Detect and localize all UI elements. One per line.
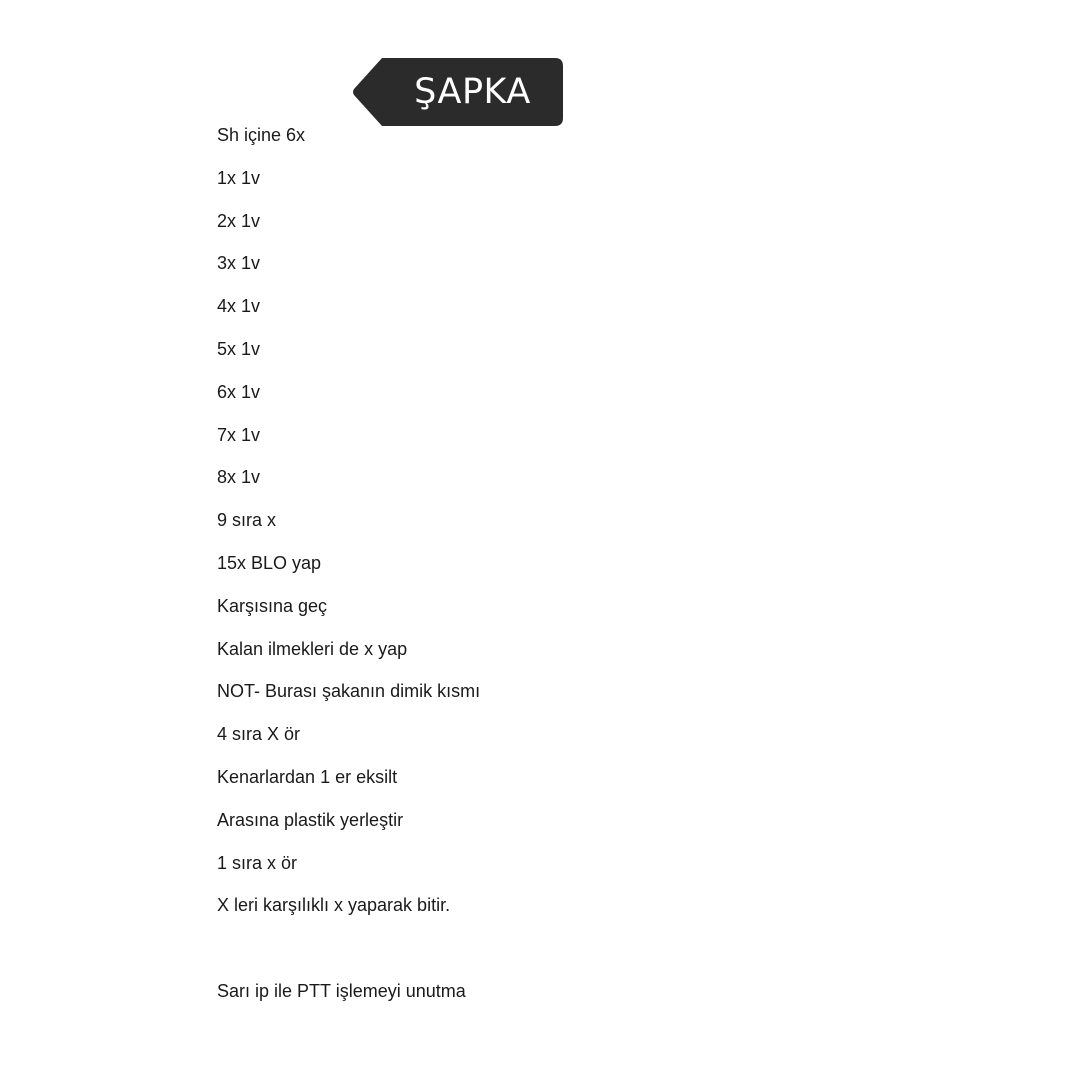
instruction-line: 3x 1v [217,253,261,274]
instruction-line: X leri karşılıklı x yaparak bitir. [217,895,451,916]
instruction-line: 4x 1v [217,296,261,317]
instruction-line: 2x 1v [217,210,261,231]
instruction-line: Kalan ilmekleri de x yap [217,638,408,659]
instruction-line: 7x 1v [217,424,261,445]
instruction-line: 4 sıra X ör [217,724,301,745]
instruction-line: 6x 1v [217,381,261,402]
page-title: ŞAPKA [414,72,531,112]
instruction-line: 9 sıra x [217,510,277,531]
instruction-line: 8x 1v [217,467,261,488]
instruction-line: 5x 1v [217,338,261,359]
instruction-line: NOT- Burası şakanın dimik kısmı [217,681,481,702]
instruction-line: Karşısına geç [217,595,328,616]
footer-note: Sarı ip ile PTT işlemeyi unutma [217,981,466,1001]
instruction-list [217,114,480,927]
instruction-line: Kenarlardan 1 er eksilt [217,766,398,787]
instruction-line: 1 sıra x ör [217,852,298,873]
instruction-line: Arasına plastik yerleştir [217,809,404,830]
instruction-line: 15x BLO yap [217,552,322,573]
instruction-line: 1x 1v [217,167,261,188]
instruction-line: Sh içine 6x [217,125,306,145]
